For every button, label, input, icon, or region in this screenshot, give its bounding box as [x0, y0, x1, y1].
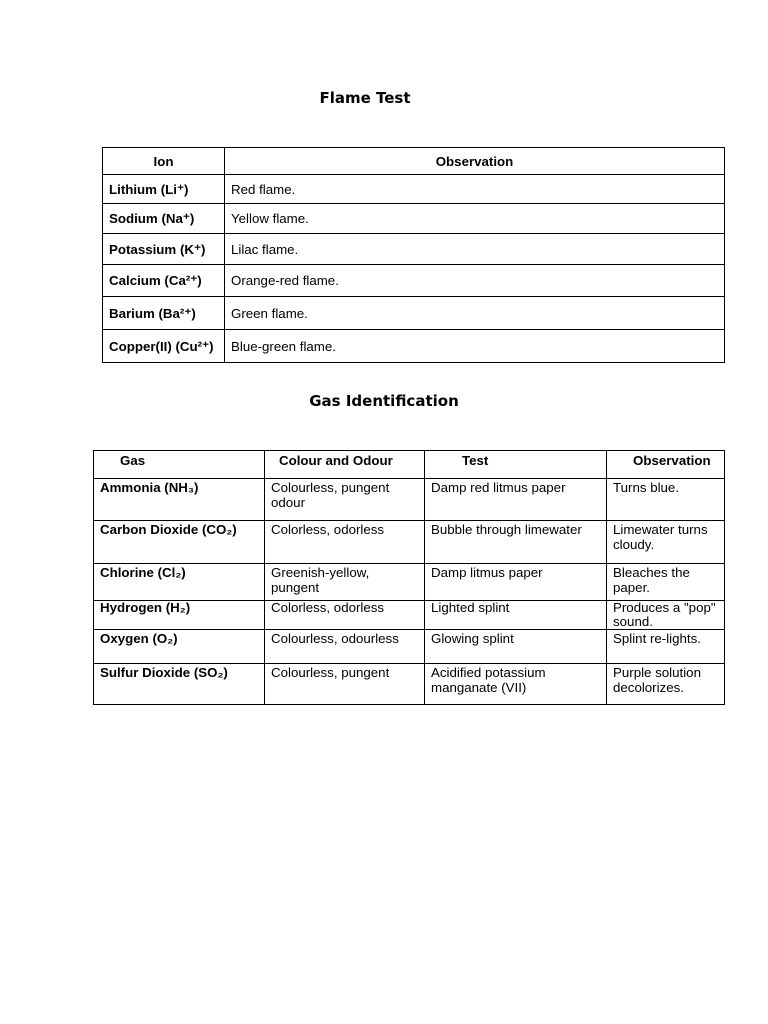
gas-cell: Carbon Dioxide (CO₂)	[94, 521, 265, 564]
table-header-row	[94, 451, 725, 479]
ion-cell: Copper(II) (Cu²⁺)	[103, 330, 225, 363]
observation-cell: Produces a "pop" sound.	[607, 601, 725, 630]
table-row	[94, 664, 725, 705]
observation-cell: Green flame.	[225, 297, 725, 330]
table-row	[103, 175, 725, 204]
test-cell: Damp litmus paper	[425, 564, 607, 601]
header-test: Test	[425, 451, 607, 479]
ion-cell: Potassium (K⁺)	[103, 234, 225, 265]
colour-odour-cell: Colourless, pungent	[265, 664, 425, 705]
gas-identification-title: Gas Identification	[309, 392, 459, 410]
header-observation: Observation	[607, 451, 725, 479]
observation-cell: Yellow flame.	[225, 204, 725, 234]
table-row	[103, 330, 725, 363]
ion-cell: Calcium (Ca²⁺)	[103, 265, 225, 297]
gas-cell: Hydrogen (H₂)	[94, 601, 265, 630]
observation-cell: Red flame.	[225, 175, 725, 204]
header-gas: Gas	[94, 451, 265, 479]
ion-cell: Sodium (Na⁺)	[103, 204, 225, 234]
colour-odour-cell: Colorless, odorless	[265, 601, 425, 630]
observation-cell: Limewater turns cloudy.	[607, 521, 725, 564]
table-row	[103, 204, 725, 234]
ion-cell: Barium (Ba²⁺)	[103, 297, 225, 330]
observation-cell: Purple solution decolorizes.	[607, 664, 725, 705]
gas-cell: Oxygen (O₂)	[94, 630, 265, 664]
header-colour-odour: Colour and Odour	[265, 451, 425, 479]
table-row	[103, 297, 725, 330]
table-row	[94, 521, 725, 564]
test-cell: Acidified potassium manganate (VII)	[425, 664, 607, 705]
table-row	[94, 479, 725, 521]
gas-identification-table	[93, 450, 725, 705]
gas-cell: Ammonia (NH₃)	[94, 479, 265, 521]
ion-cell: Lithium (Li⁺)	[103, 175, 225, 204]
table-row	[94, 601, 725, 630]
flame-test-title: Flame Test	[319, 89, 411, 107]
colour-odour-cell: Colourless, pungent odour	[265, 479, 425, 521]
test-cell: Lighted splint	[425, 601, 607, 630]
colour-odour-cell: Colorless, odorless	[265, 521, 425, 564]
gas-cell: Chlorine (Cl₂)	[94, 564, 265, 601]
gas-cell: Sulfur Dioxide (SO₂)	[94, 664, 265, 705]
header-observation: Observation	[225, 148, 725, 175]
observation-cell: Splint re-lights.	[607, 630, 725, 664]
observation-cell: Turns blue.	[607, 479, 725, 521]
test-cell: Glowing splint	[425, 630, 607, 664]
observation-cell: Orange-red flame.	[225, 265, 725, 297]
observation-cell: Bleaches the paper.	[607, 564, 725, 601]
observation-cell: Lilac flame.	[225, 234, 725, 265]
colour-odour-cell: Greenish-yellow, pungent	[265, 564, 425, 601]
colour-odour-cell: Colourless, odourless	[265, 630, 425, 664]
flame-test-table	[102, 147, 725, 363]
table-row	[94, 564, 725, 601]
observation-cell: Blue-green flame.	[225, 330, 725, 363]
test-cell: Damp red litmus paper	[425, 479, 607, 521]
table-row	[103, 234, 725, 265]
test-cell: Bubble through limewater	[425, 521, 607, 564]
table-row	[103, 265, 725, 297]
table-header-row	[103, 148, 725, 175]
table-row	[94, 630, 725, 664]
header-ion: Ion	[103, 148, 225, 175]
